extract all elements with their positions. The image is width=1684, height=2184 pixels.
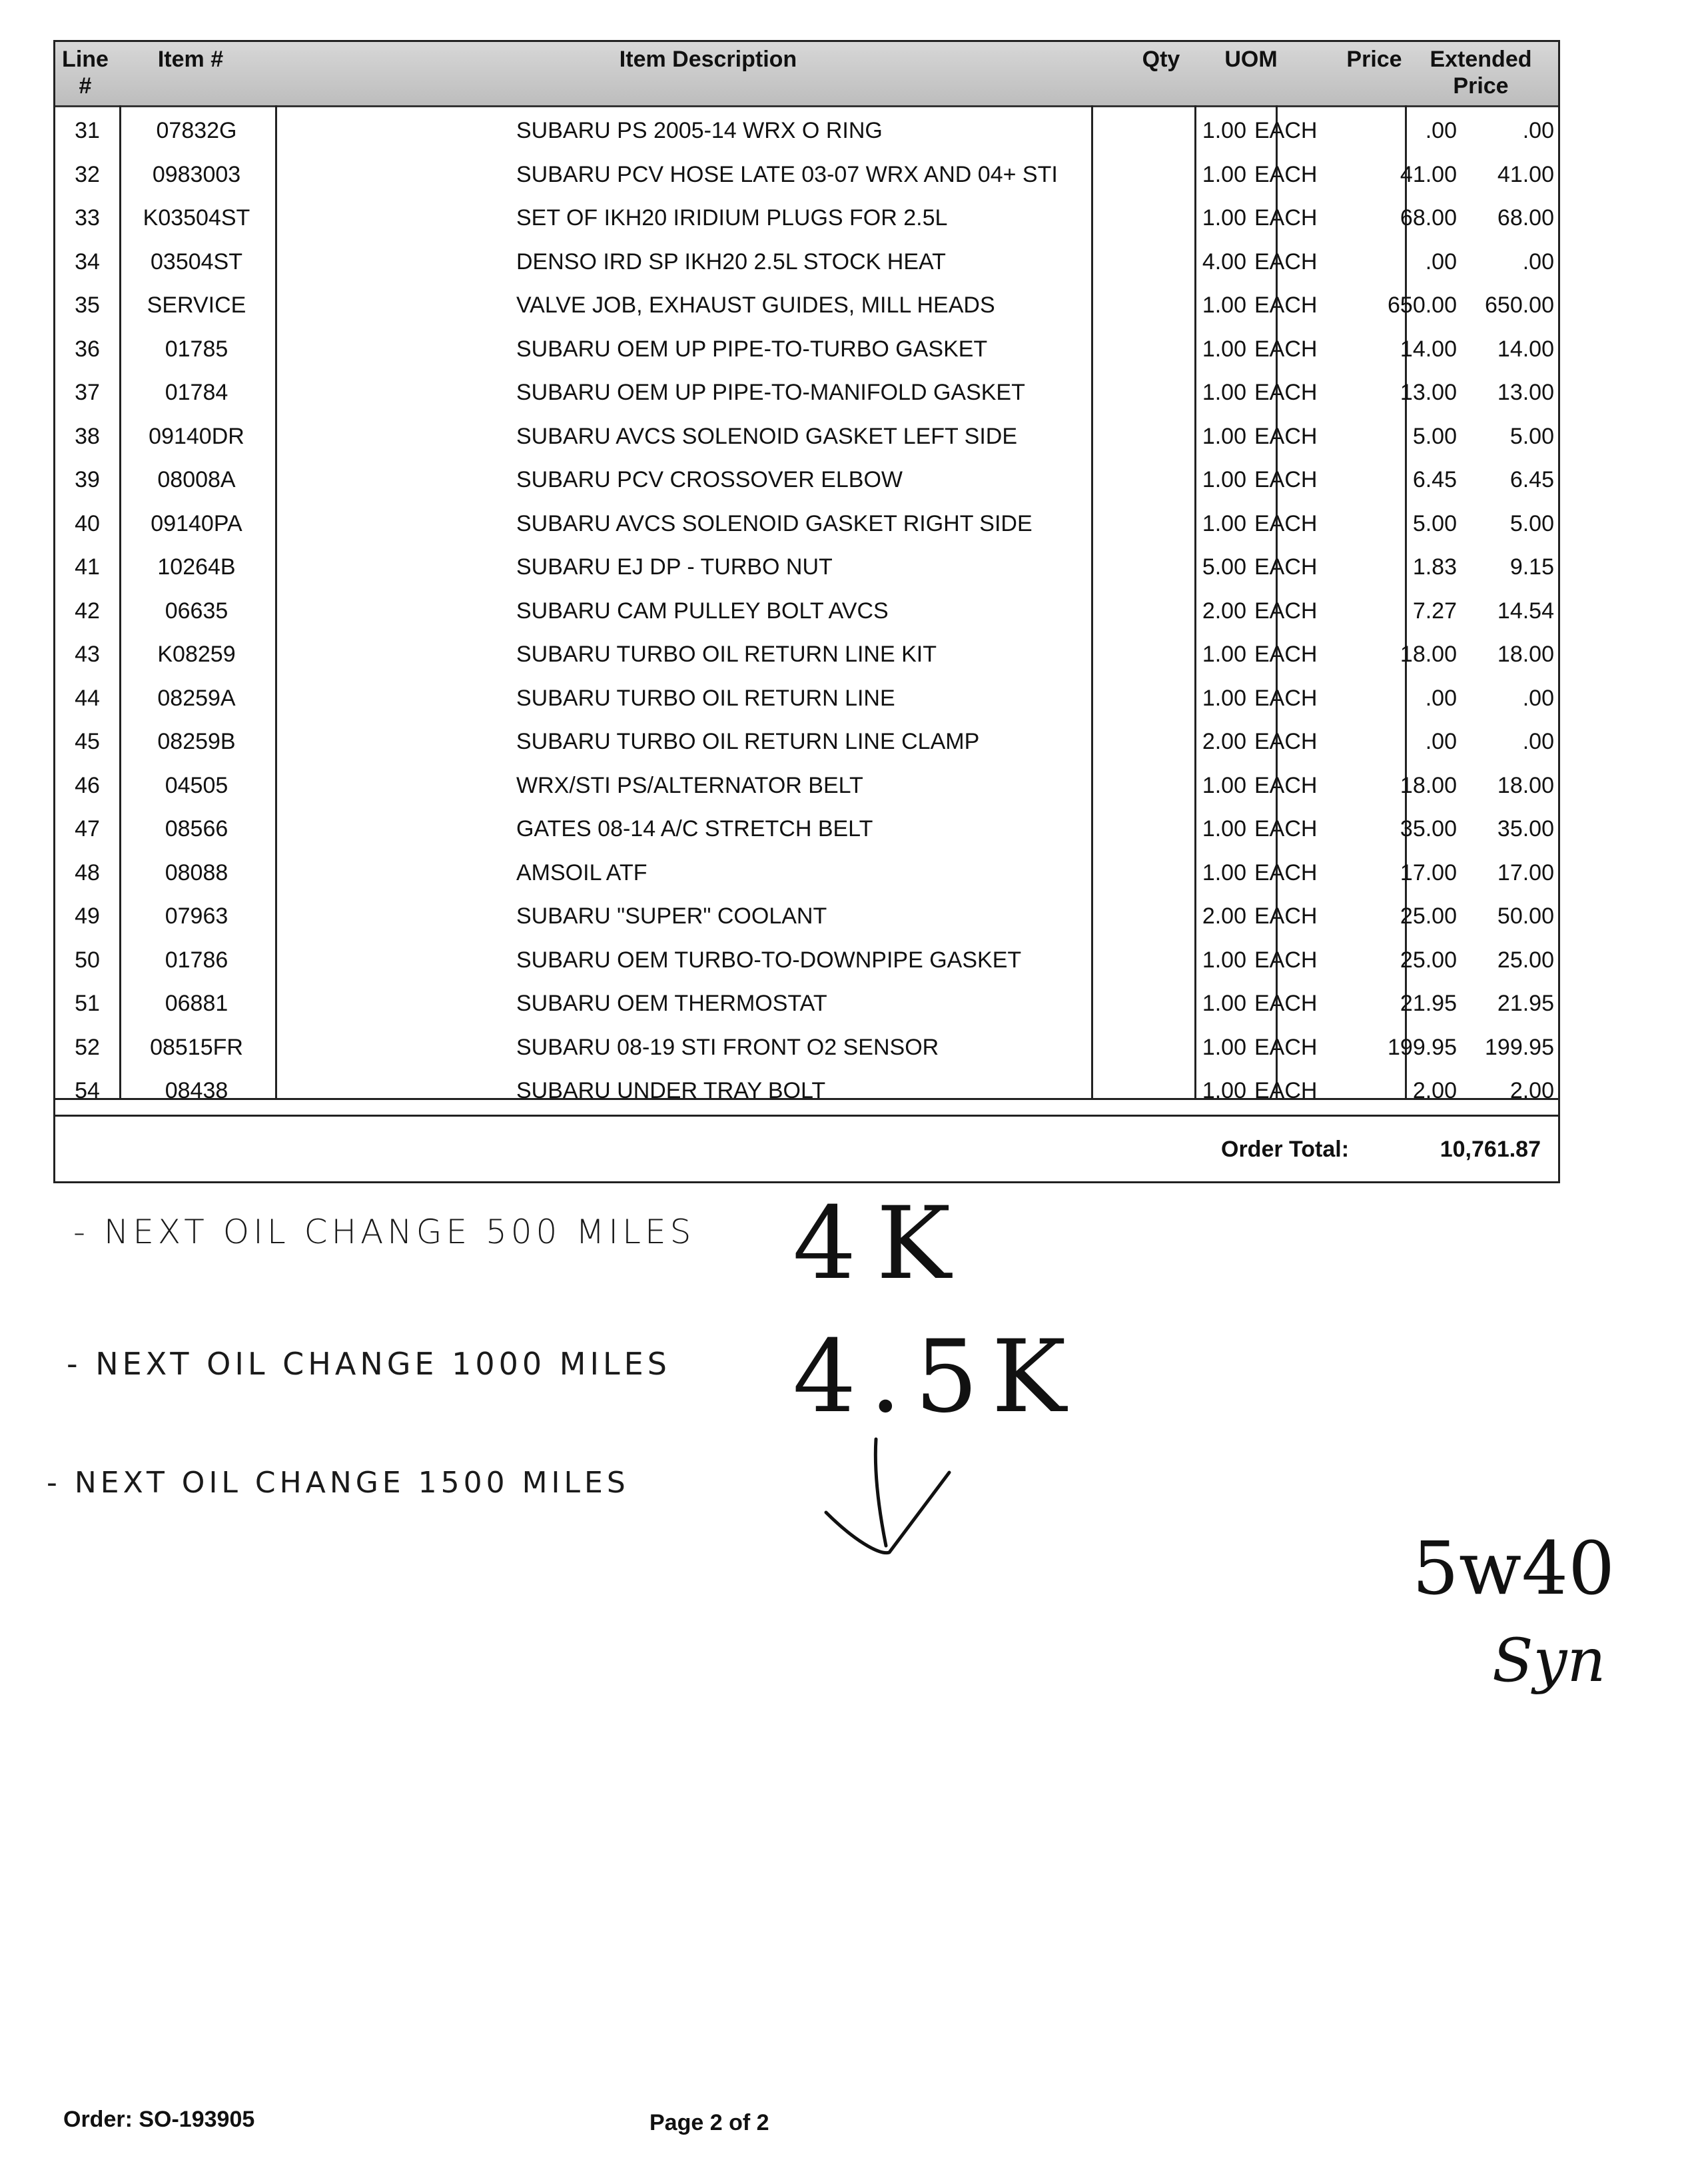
unit-price: 2.00 [1412, 1078, 1457, 1103]
item-description: SUBARU TURBO OIL RETURN LINE [516, 686, 895, 711]
table-row [55, 1025, 1558, 1069]
extended-price: 14.00 [1497, 336, 1554, 362]
line-number: 35 [75, 292, 100, 318]
quantity: 1.00 [1202, 686, 1246, 711]
extended-price: 68.00 [1497, 205, 1554, 231]
quantity: 1.00 [1202, 380, 1246, 405]
extended-price: .00 [1522, 729, 1554, 754]
line-number: 54 [75, 1078, 100, 1103]
item-number: 01785 [165, 336, 228, 362]
quantity: 4.00 [1202, 249, 1246, 274]
unit-price: 14.00 [1400, 336, 1457, 362]
table-bottom-rule [55, 1098, 1558, 1100]
line-number: 46 [75, 773, 100, 798]
item-number: 0983003 [152, 162, 241, 187]
extended-price: .00 [1522, 118, 1554, 143]
unit-of-measure: EACH [1254, 511, 1318, 536]
unit-price: 18.00 [1400, 773, 1457, 798]
table-row [55, 109, 1558, 153]
table-row [55, 327, 1558, 371]
unit-of-measure: EACH [1254, 292, 1318, 318]
item-number: K03504ST [143, 205, 250, 231]
extended-price: 5.00 [1509, 511, 1554, 536]
unit-price: .00 [1425, 686, 1457, 711]
order-total-label: Order Total: [1221, 1137, 1350, 1162]
quantity: 1.00 [1202, 642, 1246, 667]
item-number: 06881 [165, 991, 228, 1016]
item-description: VALVE JOB, EXHAUST GUIDES, MILL HEADS [516, 292, 995, 318]
extended-price: 5.00 [1509, 424, 1554, 449]
line-number: 31 [75, 118, 100, 143]
unit-price: 6.45 [1412, 467, 1457, 492]
unit-of-measure: EACH [1254, 554, 1318, 580]
item-number: 01784 [165, 380, 228, 405]
item-number: 08008A [157, 467, 236, 492]
item-description: WRX/STI PS/ALTERNATOR BELT [516, 773, 863, 798]
item-number: 08566 [165, 816, 228, 841]
down-arrow-icon [813, 1432, 959, 1566]
unit-of-measure: EACH [1254, 598, 1318, 624]
unit-price: 68.00 [1400, 205, 1457, 231]
unit-of-measure: EACH [1254, 1035, 1318, 1060]
unit-price: 18.00 [1400, 642, 1457, 667]
line-number: 43 [75, 642, 100, 667]
item-description: SUBARU 08-19 STI FRONT O2 SENSOR [516, 1035, 939, 1060]
line-items-table [53, 40, 1560, 1117]
item-description: SUBARU OEM TURBO-TO-DOWNPIPE GASKET [516, 947, 1022, 973]
quantity: 1.00 [1202, 991, 1246, 1016]
line-number: 32 [75, 162, 100, 187]
handwritten-note-3: - NEXT OIL CHANGE 1500 MILES [47, 1466, 630, 1500]
item-number: 09140PA [151, 511, 242, 536]
extended-price: 650.00 [1485, 292, 1554, 318]
extended-price: 25.00 [1497, 947, 1554, 973]
extended-price: 41.00 [1497, 162, 1554, 187]
item-number: 10264B [157, 554, 236, 580]
item-description: SUBARU UNDER TRAY BOLT [516, 1078, 826, 1103]
item-number: SERVICE [147, 292, 246, 318]
line-number: 51 [75, 991, 100, 1016]
unit-price: 1.83 [1412, 554, 1457, 580]
quantity: 5.00 [1202, 554, 1246, 580]
unit-of-measure: EACH [1254, 336, 1318, 362]
unit-price: 5.00 [1412, 511, 1457, 536]
col-header-line: Line # [62, 47, 109, 99]
unit-of-measure: EACH [1254, 162, 1318, 187]
quantity: 1.00 [1202, 205, 1246, 231]
handwritten-mark-4-5k: 4.5K [793, 1319, 1080, 1435]
item-number: 04505 [165, 773, 228, 798]
unit-price: .00 [1425, 729, 1457, 754]
table-row [55, 981, 1558, 1025]
col-header-qty: Qty [1142, 47, 1180, 72]
quantity: 1.00 [1202, 424, 1246, 449]
extended-price: 13.00 [1497, 380, 1554, 405]
line-number: 45 [75, 729, 100, 754]
table-row [55, 1069, 1558, 1113]
table-row [55, 807, 1558, 851]
item-description: SUBARU PCV HOSE LATE 03-07 WRX AND 04+ STI [516, 162, 1058, 187]
item-description: SUBARU AVCS SOLENOID GASKET RIGHT SIDE [516, 511, 1033, 536]
line-number: 48 [75, 860, 100, 885]
line-number: 33 [75, 205, 100, 231]
handwritten-note-1: - NEXT OIL CHANGE 500 MILES [73, 1213, 695, 1251]
unit-of-measure: EACH [1254, 947, 1318, 973]
line-number: 49 [75, 903, 100, 929]
table-row [55, 240, 1558, 284]
line-number: 44 [75, 686, 100, 711]
unit-of-measure: EACH [1254, 205, 1318, 231]
item-description: SUBARU OEM THERMOSTAT [516, 991, 827, 1016]
extended-price: 35.00 [1497, 816, 1554, 841]
quantity: 1.00 [1202, 773, 1246, 798]
unit-of-measure: EACH [1254, 467, 1318, 492]
item-number: 08515FR [150, 1035, 243, 1060]
extended-price: .00 [1522, 686, 1554, 711]
item-description: SUBARU TURBO OIL RETURN LINE KIT [516, 642, 937, 667]
item-description: SUBARU PS 2005-14 WRX O RING [516, 118, 883, 143]
line-number: 42 [75, 598, 100, 624]
table-row [55, 764, 1558, 808]
unit-of-measure: EACH [1254, 380, 1318, 405]
item-number: 01786 [165, 947, 228, 973]
item-number: 08438 [165, 1078, 228, 1103]
extended-price: .00 [1522, 249, 1554, 274]
unit-price: 650.00 [1388, 292, 1457, 318]
item-number: 07963 [165, 903, 228, 929]
quantity: 2.00 [1202, 729, 1246, 754]
item-number: 07832G [156, 118, 237, 143]
quantity: 2.00 [1202, 903, 1246, 929]
line-number: 39 [75, 467, 100, 492]
table-row [55, 720, 1558, 764]
unit-of-measure: EACH [1254, 118, 1318, 143]
item-description: SUBARU EJ DP - TURBO NUT [516, 554, 833, 580]
unit-of-measure: EACH [1254, 991, 1318, 1016]
line-number: 47 [75, 816, 100, 841]
unit-price: 21.95 [1400, 991, 1457, 1016]
item-description: SET OF IKH20 IRIDIUM PLUGS FOR 2.5L [516, 205, 948, 231]
unit-price: 199.95 [1388, 1035, 1457, 1060]
unit-price: .00 [1425, 249, 1457, 274]
item-number: 06635 [165, 598, 228, 624]
table-row [55, 502, 1558, 546]
quantity: 1.00 [1202, 162, 1246, 187]
quantity: 1.00 [1202, 860, 1246, 885]
unit-of-measure: EACH [1254, 1078, 1318, 1103]
table-row [55, 458, 1558, 502]
extended-price: 21.95 [1497, 991, 1554, 1016]
item-description: SUBARU CAM PULLEY BOLT AVCS [516, 598, 889, 624]
col-header-extended: Extended Price [1430, 47, 1532, 99]
col-header-description: Item Description [619, 47, 797, 72]
unit-of-measure: EACH [1254, 729, 1318, 754]
table-row [55, 851, 1558, 895]
order-total-value: 10,761.87 [1440, 1137, 1541, 1162]
line-number: 50 [75, 947, 100, 973]
table-row [55, 153, 1558, 197]
item-number: 08259A [157, 686, 236, 711]
table-header [55, 42, 1558, 107]
table-row [55, 676, 1558, 720]
quantity: 1.00 [1202, 336, 1246, 362]
extended-price: 2.00 [1509, 1078, 1554, 1103]
unit-of-measure: EACH [1254, 249, 1318, 274]
col-header-uom: UOM [1224, 47, 1278, 72]
table-row [55, 894, 1558, 938]
item-number: 08259B [157, 729, 236, 754]
table-row [55, 545, 1558, 589]
unit-of-measure: EACH [1254, 860, 1318, 885]
extended-price: 18.00 [1497, 773, 1554, 798]
item-description: SUBARU TURBO OIL RETURN LINE CLAMP [516, 729, 980, 754]
unit-of-measure: EACH [1254, 903, 1318, 929]
quantity: 1.00 [1202, 467, 1246, 492]
extended-price: 18.00 [1497, 642, 1554, 667]
item-number: 09140DR [149, 424, 244, 449]
unit-price: 25.00 [1400, 947, 1457, 973]
table-row [55, 283, 1558, 327]
table-row [55, 370, 1558, 414]
quantity: 1.00 [1202, 816, 1246, 841]
quantity: 1.00 [1202, 947, 1246, 973]
extended-price: 6.45 [1509, 467, 1554, 492]
unit-price: .00 [1425, 118, 1457, 143]
item-description: SUBARU PCV CROSSOVER ELBOW [516, 467, 903, 492]
quantity: 1.00 [1202, 1078, 1246, 1103]
handwritten-note-2: - NEXT OIL CHANGE 1000 MILES [67, 1346, 671, 1382]
quantity: 1.00 [1202, 292, 1246, 318]
line-number: 40 [75, 511, 100, 536]
item-description: SUBARU AVCS SOLENOID GASKET LEFT SIDE [516, 424, 1018, 449]
line-number: 37 [75, 380, 100, 405]
line-number: 34 [75, 249, 100, 274]
quantity: 1.00 [1202, 1035, 1246, 1060]
unit-price: 13.00 [1400, 380, 1457, 405]
handwritten-syn: Syn [1492, 1626, 1606, 1696]
extended-price: 9.15 [1509, 554, 1554, 580]
item-number: 03504ST [151, 249, 242, 274]
col-header-price: Price [1346, 47, 1402, 72]
item-number: K08259 [157, 642, 236, 667]
item-description: AMSOIL ATF [516, 860, 647, 885]
table-row [55, 632, 1558, 676]
table-row [55, 414, 1558, 458]
line-number: 41 [75, 554, 100, 580]
page-number: Page 2 of 2 [649, 2110, 769, 2135]
unit-of-measure: EACH [1254, 424, 1318, 449]
line-number: 38 [75, 424, 100, 449]
extended-price: 50.00 [1497, 903, 1554, 929]
extended-price: 17.00 [1497, 860, 1554, 885]
unit-price: 35.00 [1400, 816, 1457, 841]
order-number: Order: SO-193905 [63, 2107, 255, 2132]
item-number: 08088 [165, 860, 228, 885]
extended-price: 14.54 [1497, 598, 1554, 624]
handwritten-oil-grade: 5w40 [1412, 1526, 1615, 1611]
unit-price: 7.27 [1412, 598, 1457, 624]
unit-price: 17.00 [1400, 860, 1457, 885]
quantity: 2.00 [1202, 598, 1246, 624]
unit-price: 41.00 [1400, 162, 1457, 187]
item-description: SUBARU OEM UP PIPE-TO-TURBO GASKET [516, 336, 988, 362]
unit-of-measure: EACH [1254, 773, 1318, 798]
quantity: 1.00 [1202, 511, 1246, 536]
total-box [53, 1117, 1560, 1183]
unit-of-measure: EACH [1254, 642, 1318, 667]
quantity: 1.00 [1202, 118, 1246, 143]
item-description: GATES 08-14 A/C STRETCH BELT [516, 816, 873, 841]
handwritten-mark-4k: 4K [793, 1186, 971, 1302]
item-description: SUBARU OEM UP PIPE-TO-MANIFOLD GASKET [516, 380, 1025, 405]
extended-price: 199.95 [1485, 1035, 1554, 1060]
item-description: SUBARU "SUPER" COOLANT [516, 903, 827, 929]
table-row [55, 196, 1558, 240]
col-header-item: Item # [157, 47, 224, 72]
table-row [55, 589, 1558, 633]
line-number: 36 [75, 336, 100, 362]
unit-of-measure: EACH [1254, 686, 1318, 711]
unit-price: 5.00 [1412, 424, 1457, 449]
line-number: 52 [75, 1035, 100, 1060]
unit-of-measure: EACH [1254, 816, 1318, 841]
table-row [55, 938, 1558, 982]
item-description: DENSO IRD SP IKH20 2.5L STOCK HEAT [516, 249, 946, 274]
unit-price: 25.00 [1400, 903, 1457, 929]
